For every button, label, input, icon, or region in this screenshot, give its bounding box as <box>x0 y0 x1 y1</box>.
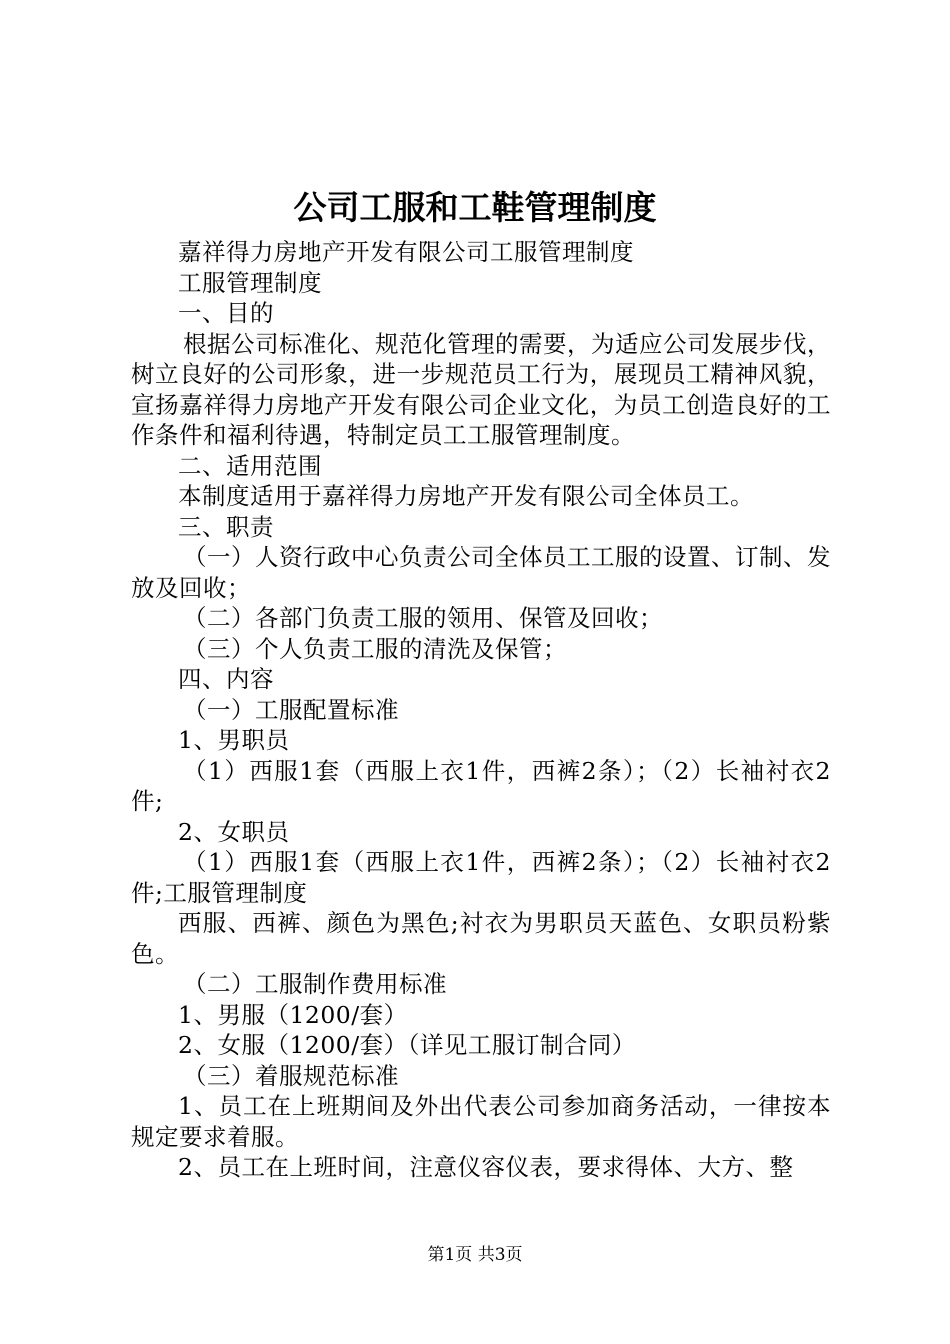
section-heading-purpose: 一、目的 <box>178 299 274 327</box>
item-female-staff: 2、女职员 <box>178 817 290 846</box>
subheading-dress-code: （三）着服规范标准 <box>183 1061 399 1090</box>
section-heading-content: 四、内容 <box>178 665 274 693</box>
paragraph-male-config: （1）西服1套（西服上衣1件，西裤2条）；（2）长袖衬衣2件; <box>131 756 831 815</box>
paragraph-dress-rule-2: 2、员工在上班时间，注意仪容仪表，要求得体、大方、整 <box>178 1153 794 1181</box>
paragraph-female-config: （1）西服1套（西服上衣1件，西裤2条）；（2）长袖衬衣2件;工服管理制度 <box>131 848 831 907</box>
section-heading-scope: 二、适用范围 <box>178 451 322 480</box>
subheading-config: （一）工服配置标准 <box>183 695 399 724</box>
paragraph-dress-rule-1: 1、员工在上班期间及外出代表公司参加商务活动，一律按本规定要求着服。 <box>131 1092 831 1151</box>
paragraph-subtitle: 工服管理制度 <box>178 268 322 297</box>
paragraph-company-title: 嘉祥得力房地产开发有限公司工服管理制度 <box>178 238 634 266</box>
subheading-cost: （二）工服制作费用标准 <box>183 970 447 998</box>
paragraph-purpose: 根据公司标准化、规范化管理的需要，为适应公司发展步伐，树立良好的公司形象，进一步规范员工行为，展现员工精神风貌，宣扬嘉祥得力房地产开发有限公司企业文化，为员工创造良好的工作条件和福利待遇，特制定员工工服管理制度。 <box>131 329 831 449</box>
section-heading-duties: 三、职责 <box>178 512 274 541</box>
paragraph-colors: 西服、西裤、颜色为黑色;衬衣为男职员天蓝色、女职员粉紫色。 <box>131 909 831 968</box>
paragraph-scope: 本制度适用于嘉祥得力房地产开发有限公司全体员工。 <box>178 482 754 510</box>
item-male-cost: 1、男服（1200/套） <box>178 1000 408 1029</box>
item-female-cost: 2、女服（1200/套）（详见工服订制合同） <box>178 1031 636 1059</box>
document-body <box>131 237 831 1183</box>
paragraph-duty-2: （二）各部门负责工服的领用、保管及回收； <box>183 604 663 632</box>
document-title: 公司工服和工鞋管理制度 <box>293 188 657 227</box>
item-male-staff: 1、男职员 <box>178 726 290 754</box>
paragraph-duty-1: （一）人资行政中心负责公司全体员工工服的设置、订制、发放及回收； <box>131 543 831 602</box>
page-footer: 第1页 共3页 <box>427 1245 523 1265</box>
paragraph-duty-3: （三）个人负责工服的清洗及保管； <box>183 634 567 663</box>
